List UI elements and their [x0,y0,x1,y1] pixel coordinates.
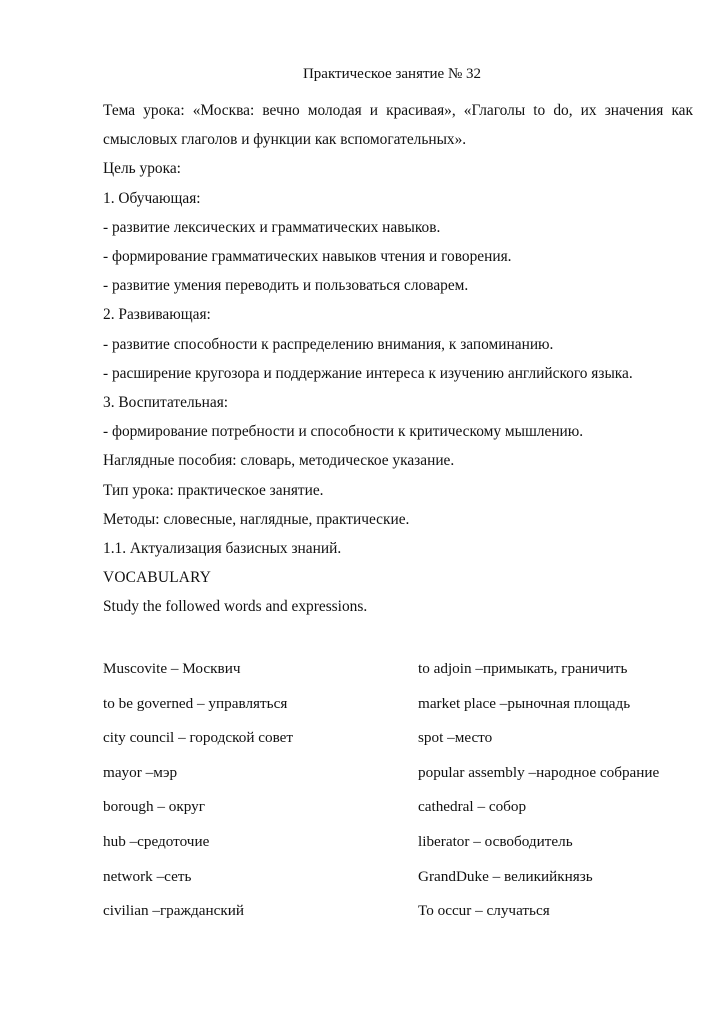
vocabulary-entry: Muscovite – Москвич [103,660,241,677]
goal-item: - формирование грамматических навыков чтения и говорения. [103,248,512,266]
vocabulary-entry: borough – округ [103,798,205,816]
vocabulary-entry: city council – городской совет [103,729,294,747]
vocabulary-entry: spot –место [418,729,493,747]
vocabulary-entry: mayor –мэр [103,763,178,781]
goal-item: - развитие способности к распределению внимания, к запоминанию. [103,335,554,353]
lesson-topic: Тема урока: «Москва: вечно молодая и красивая», «Глаголы to do, их значения как смысловых глаголов и функции как вспомогательных». [103,102,693,149]
vocabulary-row [103,798,703,833]
vocabulary-row [103,833,703,868]
goal-item: - развитие лексических и грамматических навыков. [103,218,441,236]
goal-item: - расширение кругозора и поддержание интереса к изучению английского языка. [103,364,633,382]
lesson-type: Тип урока: практическое занятие. [103,481,324,499]
vocabulary-entry: to be governed – управляться [103,694,288,712]
goal-educational-heading: 3. Воспитательная: [103,394,229,412]
lesson-body [103,96,693,622]
vocabulary-heading: VOCABULARY [103,569,212,587]
vocabulary-entry: GrandDuke – великийкнязь [418,867,593,885]
vocabulary-list [103,660,703,937]
vocabulary-entry: hub –средоточие [103,832,210,850]
vocabulary-entry: to adjoin –примыкать, граничить [418,660,628,677]
vocabulary-entry: cathedral – собор [418,798,527,816]
vocabulary-entry: liberator – освободитель [418,832,573,850]
goal-teaching-heading: 1. Обучающая: [103,189,201,207]
page-title: Практическое занятие № 32 [302,66,482,82]
vocabulary-entry: civilian –гражданский [103,902,244,920]
vocabulary-entry: market place –рыночная площадь [418,694,631,712]
vocabulary-row [103,729,703,764]
vocabulary-row [103,764,703,799]
lesson-methods: Методы: словесные, наглядные, практические. [103,510,410,528]
vocabulary-entry: To occur – случаться [418,902,550,920]
vocabulary-row [103,660,703,695]
vocabulary-row [103,695,703,730]
vocabulary-entry: popular assembly –народное собрание [418,763,660,781]
visual-aids: Наглядные пособия: словарь, методическое указание. [103,452,455,470]
vocabulary-row [103,902,703,937]
lesson-goal-heading: Цель урока: [103,160,181,178]
goal-item: - развитие умения переводить и пользоваться словарем. [103,277,469,295]
vocabulary-entry: network –сеть [103,867,192,885]
goal-developing-heading: 2. Развивающая: [103,306,211,324]
section-heading: 1.1. Актуализация базисных знаний. [103,540,342,558]
goal-item: - формирование потребности и способности к критическому мышлению. [103,423,584,441]
vocabulary-instruction: Study the followed words and expressions. [103,598,368,616]
vocabulary-row [103,868,703,903]
